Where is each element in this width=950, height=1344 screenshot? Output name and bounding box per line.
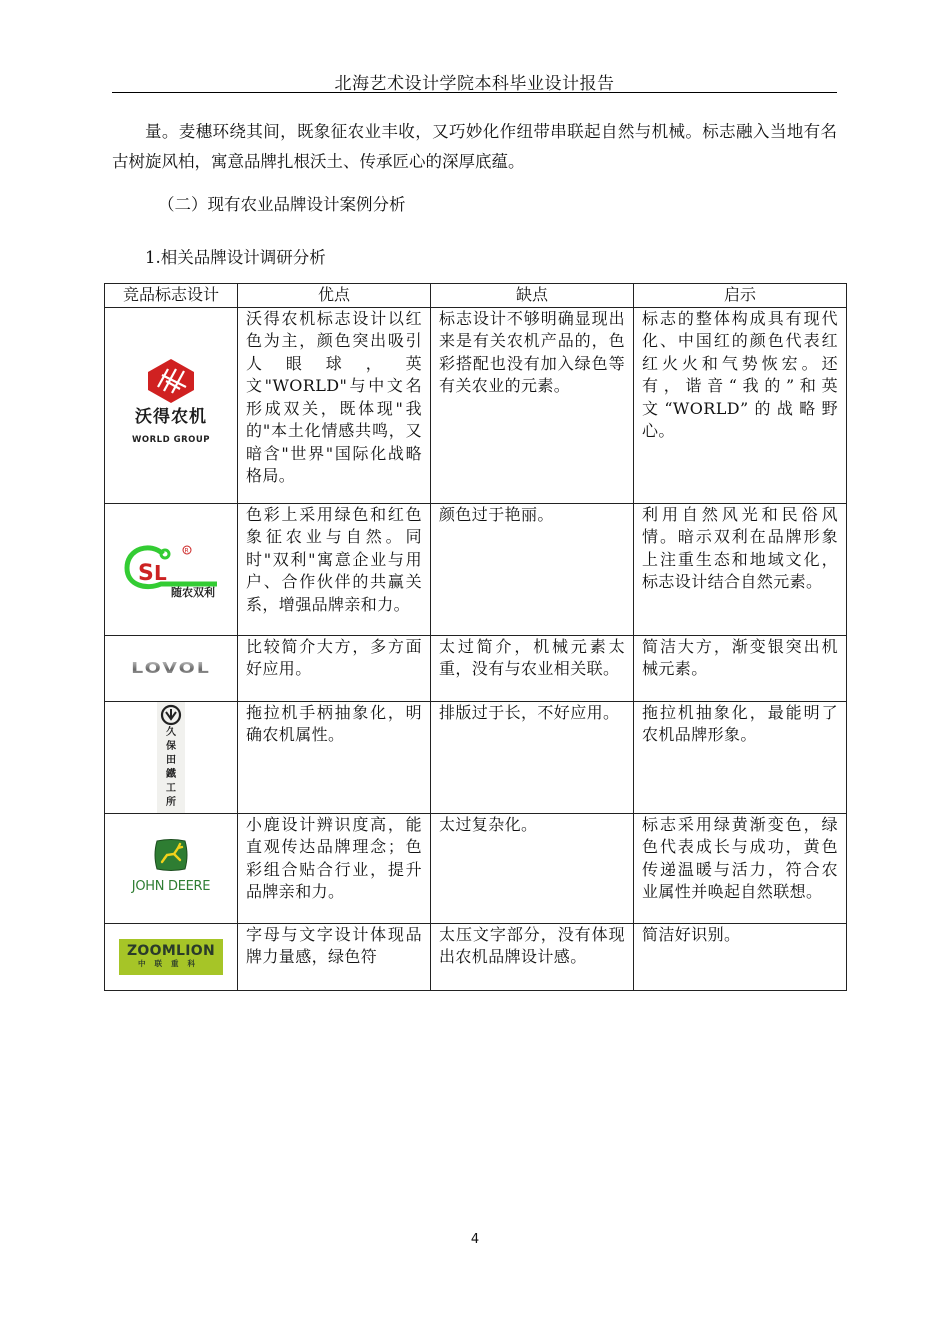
- shuangli-logo: [105, 540, 237, 598]
- cons-cell: 排版过于长，不好应用。: [431, 701, 634, 813]
- column-header-pros: 优点: [238, 284, 431, 308]
- logo-cell: [105, 701, 238, 813]
- body-paragraph: 量。麦穗环绕其间，既象征农业丰收，又巧妙化作纽带串联起自然与机械。标志融入当地有名古树旋风柏，寓意品牌扎根沃土、传承匠心的深厚底蕴。: [112, 122, 837, 171]
- brand-analysis-table: [104, 283, 847, 991]
- insight-cell: 标志采用绿黄渐变色，绿色代表成长与成功，黄色传递温暖与活力，符合农业属性并唤起自然联想。: [634, 813, 847, 923]
- svg-text:S: S: [138, 561, 154, 586]
- deer-emblem-icon: [153, 838, 189, 872]
- zoomlion-wordmark: ZOOMLION: [126, 943, 216, 959]
- logo-cell: [105, 307, 238, 503]
- table-row: [105, 923, 847, 990]
- kubota-char: 久: [166, 726, 176, 738]
- world-group-emblem-icon: [146, 359, 196, 403]
- table-row: [105, 813, 847, 923]
- lovol-wordmark: LOVOL: [131, 659, 211, 677]
- john-deere-wordmark: JOHN DEERE: [131, 878, 211, 894]
- kubota-logo: [105, 702, 237, 813]
- column-header-cons: 缺点: [431, 284, 634, 308]
- pros-cell: 色彩上采用绿色和红色象征农业与自然。同时"双利"寓意企业与用户、合作伙伴的共赢关系，增强品牌亲和力。: [238, 503, 431, 635]
- column-header-insight: 启示: [634, 284, 847, 308]
- insight-cell: 利用自然风光和民俗风情。暗示双利在品牌形象上注重生态和地域文化，标志设计结合自然元素。: [634, 503, 847, 635]
- pros-cell: 比较简介大方，多方面好应用。: [238, 635, 431, 701]
- world-group-cn-name: 沃得农机: [135, 407, 207, 427]
- subsection-heading: 1.相关品牌设计调研分析: [145, 248, 326, 267]
- page-number: 4: [470, 1232, 480, 1247]
- cons-cell: 太过简介，机械元素太重，没有与农业相关联。: [431, 635, 634, 701]
- svg-text:L: L: [154, 561, 167, 585]
- kubota-emblem-icon: [160, 704, 182, 726]
- lovol-logo: [105, 657, 237, 680]
- table-row: [105, 307, 847, 503]
- shuangli-cn-name: 随农双利: [171, 586, 215, 599]
- zoomlion-logo: [105, 939, 237, 975]
- page-header-title: 北海艺术设计学院本科毕业设计报告: [334, 74, 615, 94]
- insight-cell: 拖拉机抽象化，最能明了农机品牌形象。: [634, 701, 847, 813]
- section-heading: （二）现有农业品牌设计案例分析: [158, 195, 406, 214]
- table-row: [105, 635, 847, 701]
- john-deere-logo: [105, 838, 237, 899]
- zoomlion-cn-name: 中联重科: [138, 959, 204, 968]
- insight-cell: 标志的整体构成具有现代化、中国红的颜色代表红红火火和气势恢宏。还有，谐音“我的”和英文“WORLD”的战略野心。: [634, 307, 847, 503]
- kubota-char: 田: [166, 754, 176, 766]
- insight-cell: 简洁好识别。: [634, 923, 847, 990]
- cons-cell: 标志设计不够明确显现出来是有关农机产品的，色彩搭配也没有加入绿色等有关农业的元素。: [431, 307, 634, 503]
- table-row: [105, 701, 847, 813]
- registered-mark: R: [184, 547, 189, 555]
- kubota-char: 鐵: [166, 768, 176, 780]
- pros-cell: 小鹿设计辨识度高，能直观传达品牌理念；色彩组合贴合行业，提升品牌亲和力。: [238, 813, 431, 923]
- column-header-logo: 竞品标志设计: [105, 284, 238, 308]
- pros-cell: 沃得农机标志设计以红色为主，颜色突出吸引人眼球，英文"WORLD"与中文名形成双关，既体现"我的"本土化情感共鸣，又暗含"世界"国际化战略格局。: [238, 307, 431, 503]
- kubota-char: 工: [166, 782, 176, 794]
- insight-cell: 简洁大方，渐变银突出机械元素。: [634, 635, 847, 701]
- header-rule: [112, 92, 837, 93]
- pros-cell: 字母与文字设计体现品牌力量感，绿色符: [238, 923, 431, 990]
- world-group-logo: [105, 359, 237, 451]
- table-header-row: [105, 284, 847, 308]
- pros-cell: 拖拉机手柄抽象化，明确农机属性。: [238, 701, 431, 813]
- kubota-char: 所: [166, 796, 176, 808]
- table-row: [105, 503, 847, 635]
- cons-cell: 太压文字部分，没有体现出农机品牌设计感。: [431, 923, 634, 990]
- kubota-char: 保: [166, 740, 176, 752]
- logo-cell: [105, 923, 238, 990]
- logo-cell: [105, 635, 238, 701]
- logo-cell: [105, 813, 238, 923]
- cons-cell: 太过复杂化。: [431, 813, 634, 923]
- world-group-en-name: WORLD GROUP: [132, 434, 210, 445]
- cons-cell: 颜色过于艳丽。: [431, 503, 634, 635]
- logo-cell: [105, 503, 238, 635]
